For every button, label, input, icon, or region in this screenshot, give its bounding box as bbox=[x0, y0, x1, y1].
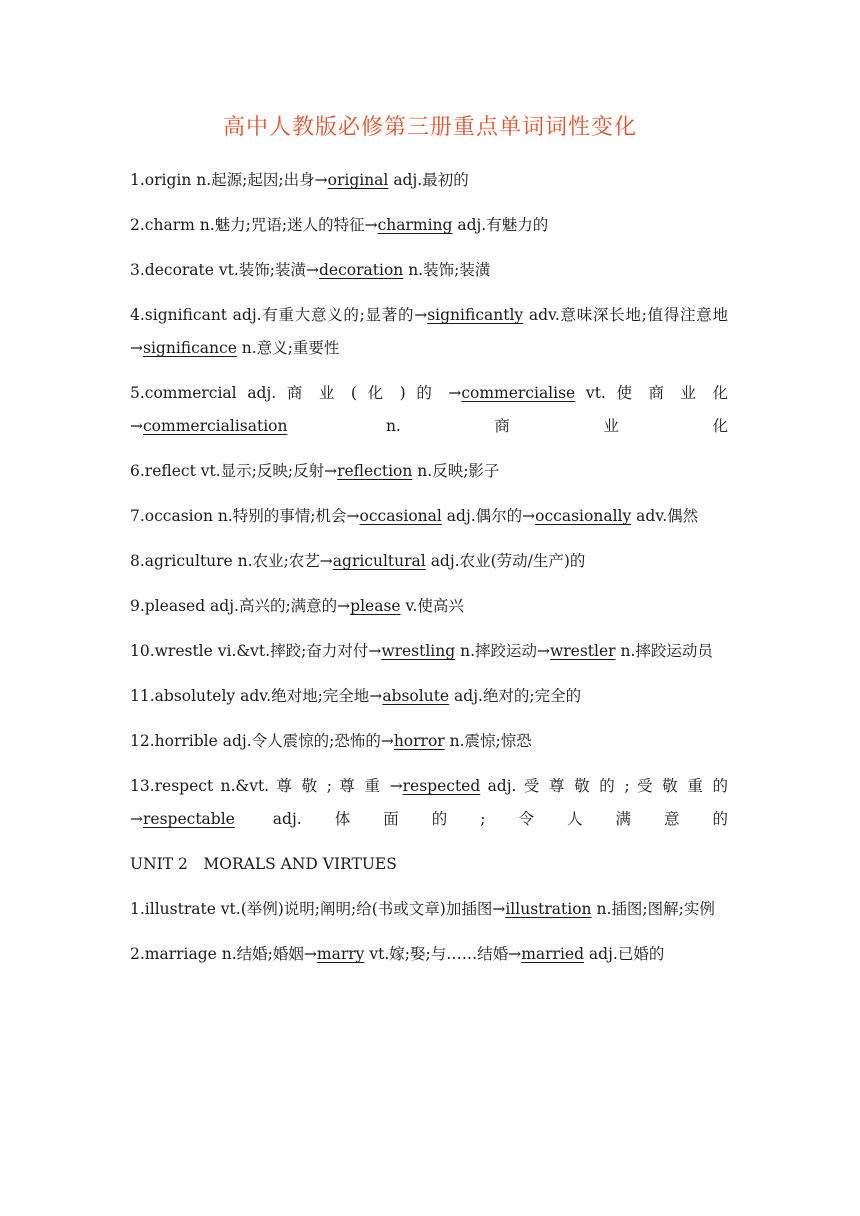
list-item bbox=[130, 725, 728, 758]
entry-head: 7.occasion n.特别的事情;机会→ bbox=[130, 507, 360, 525]
entry-head: 4.significant adj.有重大意义的;显著的→ bbox=[130, 306, 428, 324]
entry-head: 8.agriculture n.农业;农艺→ bbox=[130, 552, 333, 570]
unit-heading: UNIT 2 MORALS AND VIRTUES bbox=[130, 855, 397, 873]
entry-meaning: n.摔跤运动→ bbox=[455, 642, 550, 660]
derived-word: marry bbox=[316, 945, 365, 963]
entry-head: 9.pleased adj.高兴的;满意的→ bbox=[130, 597, 351, 615]
list-item bbox=[130, 377, 728, 443]
entry-meaning: vt. 使 商 业 化 → bbox=[130, 384, 728, 435]
list-item bbox=[130, 164, 728, 197]
derived-word: wrestling bbox=[381, 642, 456, 660]
entry-meaning: adv.偶然 bbox=[631, 507, 699, 525]
derived-word: reflection bbox=[337, 462, 413, 480]
derived-word: occasionally bbox=[535, 507, 632, 525]
entry-meaning: adj.偶尔的→ bbox=[441, 507, 536, 525]
page-title: 高中人教版必修第三册重点单词词性变化 bbox=[222, 115, 637, 140]
entry-meaning: n.震惊;惊恐 bbox=[444, 732, 532, 750]
entry-head: 11.absolutely adv.绝对地;完全地→ bbox=[130, 687, 383, 705]
derived-word: charming bbox=[377, 216, 453, 234]
list-item bbox=[130, 455, 728, 488]
entry-meaning: adv.意味深长地;值得注意地→ bbox=[130, 306, 728, 357]
vocabulary-list bbox=[130, 164, 728, 983]
entry-meaning: n.反映;影子 bbox=[412, 462, 500, 480]
entry-head: 6.reflect vt.显示;反映;反射→ bbox=[130, 462, 338, 480]
entry-meaning: adj. 受 尊 敬 的 ; 受 敬 重 的 → bbox=[130, 777, 729, 828]
entry-meaning: n.摔跤运动员 bbox=[615, 642, 713, 660]
derived-word: significance bbox=[143, 339, 237, 357]
derived-word: commercialisation bbox=[143, 417, 288, 435]
entry-head: 13.respect n.&vt. 尊 敬 ; 尊 重 → bbox=[130, 777, 403, 795]
list-item bbox=[130, 254, 728, 287]
entry-meaning: adj.已婚的 bbox=[584, 945, 665, 963]
entry-meaning: vt.嫁;娶;与……结婚→ bbox=[364, 945, 522, 963]
list-item bbox=[130, 545, 728, 578]
entry-meaning: n.插图;图解;实例 bbox=[591, 900, 715, 918]
entry-meaning: adj.有魅力的 bbox=[452, 216, 549, 234]
derived-word: agricultural bbox=[332, 552, 426, 570]
entry-meaning: adj.农业(劳动/生产)的 bbox=[425, 552, 586, 570]
derived-word: illustration bbox=[505, 900, 592, 918]
entry-meaning: n.装饰;装潢 bbox=[403, 261, 491, 279]
derived-word: occasional bbox=[359, 507, 442, 525]
derived-word: commercialise bbox=[461, 384, 576, 402]
list-item bbox=[130, 590, 728, 623]
derived-word: original bbox=[327, 171, 389, 189]
derived-word: decoration bbox=[319, 261, 404, 279]
list-item bbox=[130, 938, 728, 971]
entry-head: 12.horrible adj.令人震惊的;恐怖的→ bbox=[130, 732, 394, 750]
derived-word: please bbox=[350, 597, 401, 615]
list-item bbox=[130, 770, 728, 836]
entry-meaning: adj.最初的 bbox=[388, 171, 469, 189]
entry-meaning: n.商业化 bbox=[287, 417, 728, 435]
list-item bbox=[130, 500, 728, 533]
list-item bbox=[130, 893, 728, 926]
entry-meaning: n.意义;重要性 bbox=[236, 339, 340, 357]
derived-word: significantly bbox=[427, 306, 524, 324]
list-item bbox=[130, 680, 728, 713]
derived-word: respected bbox=[402, 777, 481, 795]
derived-word: respectable bbox=[143, 810, 235, 828]
entry-head: 10.wrestle vi.&vt.摔跤;奋力对付→ bbox=[130, 642, 382, 660]
entry-meaning: adj.绝对的;完全的 bbox=[449, 687, 582, 705]
entry-head: 1.illustrate vt.(举例)说明;阐明;给(书或文章)加插图→ bbox=[130, 900, 506, 918]
entry-head: 5.commercial adj. 商 业 ( 化 ) 的 → bbox=[130, 384, 462, 402]
entry-head: 1.origin n.起源;起因;出身→ bbox=[130, 171, 328, 189]
entry-meaning: v.使高兴 bbox=[400, 597, 464, 615]
list-item bbox=[130, 299, 728, 365]
entry-head: 3.decorate vt.装饰;装潢→ bbox=[130, 261, 319, 279]
derived-word: married bbox=[521, 945, 584, 963]
derived-word: absolute bbox=[382, 687, 450, 705]
list-item bbox=[130, 209, 728, 242]
entry-meaning: adj.体面的;令人满意的 bbox=[234, 810, 728, 828]
derived-word: wrestler bbox=[550, 642, 616, 660]
derived-word: horror bbox=[393, 732, 445, 750]
entry-head: 2.marriage n.结婚;婚姻→ bbox=[130, 945, 317, 963]
entry-head: 2.charm n.魅力;咒语;迷人的特征→ bbox=[130, 216, 378, 234]
list-item bbox=[130, 635, 728, 668]
